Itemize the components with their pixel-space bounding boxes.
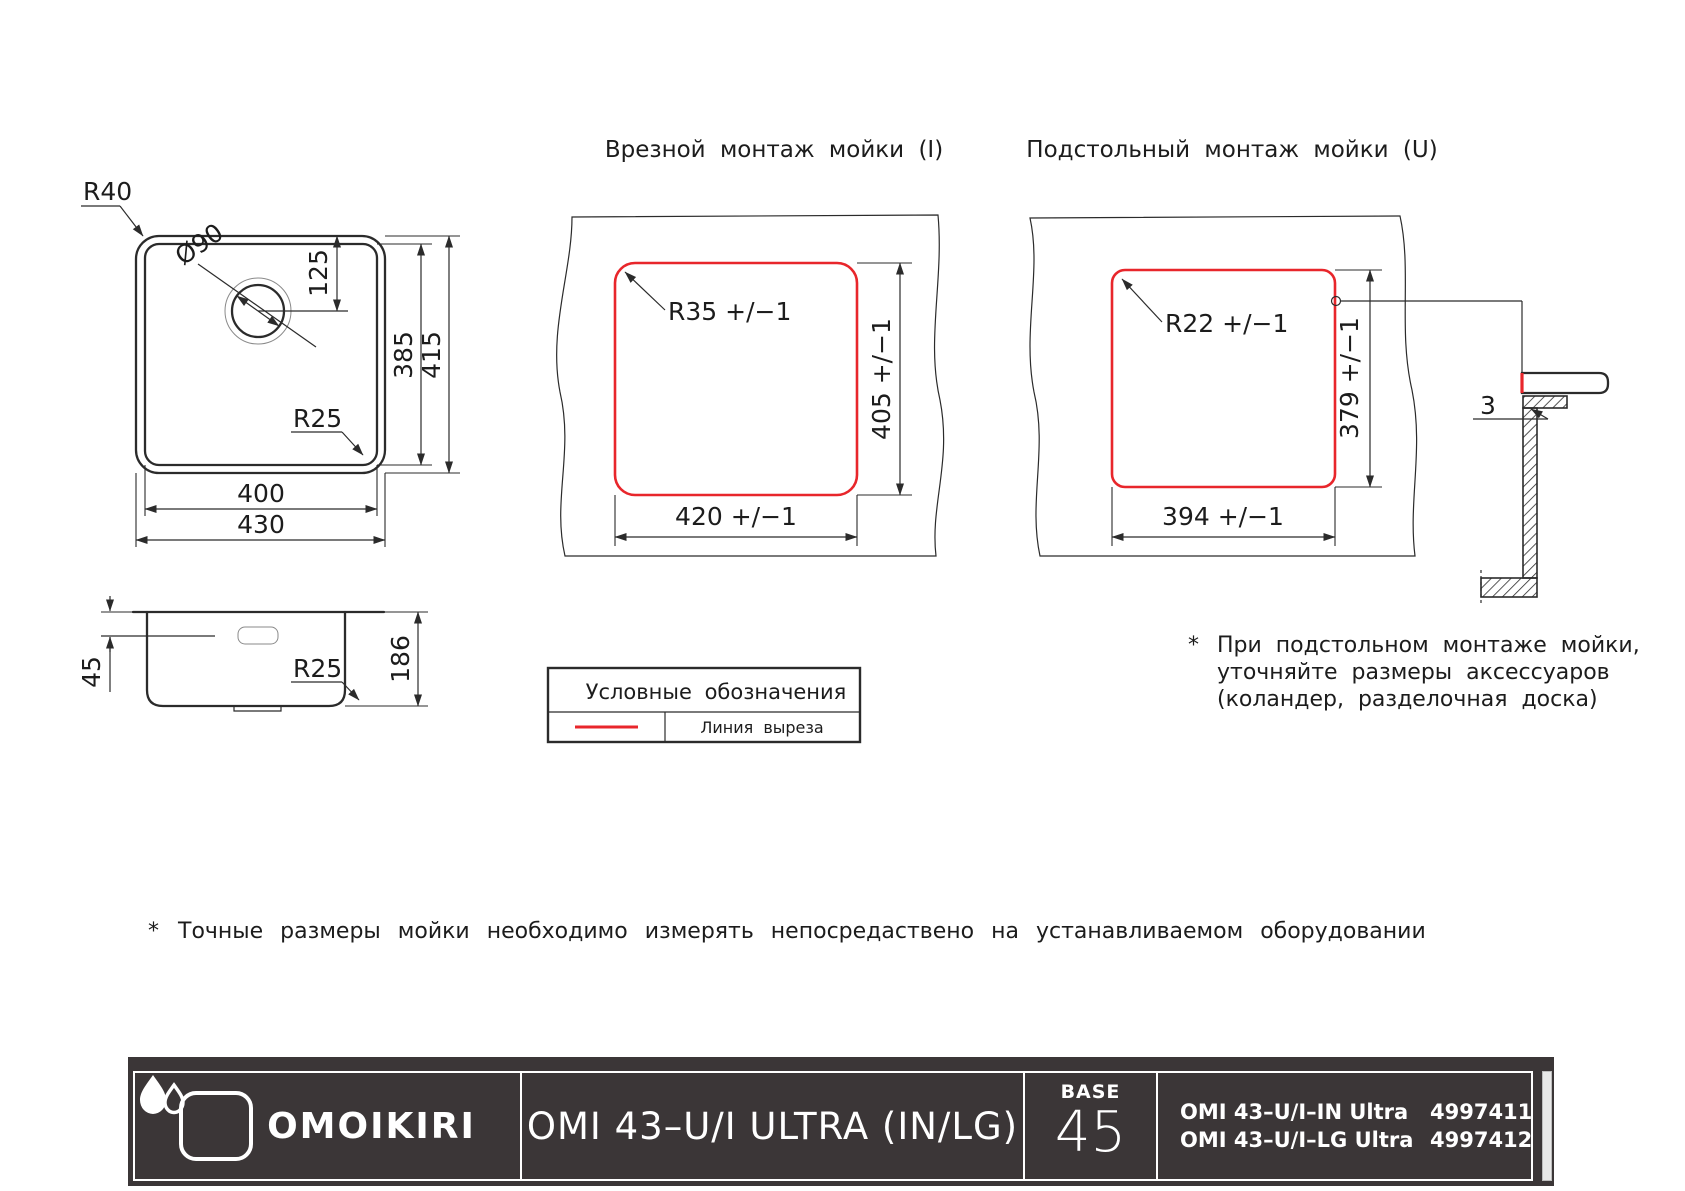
undermount-note — [1188, 633, 1640, 712]
legend-cut-line-label: Линия выреза — [700, 718, 824, 737]
inner-width-dim: 400 — [237, 479, 285, 508]
undermount-note-star: * — [1188, 633, 1199, 658]
undermount-note-line2: уточняйте размеры аксессуаров — [1217, 660, 1610, 685]
total-depth-dim: 186 — [386, 635, 415, 683]
bottom-note-text: Точные размеры мойки необходимо измерять непосредаствено на устанавливаемом оборудовании — [178, 919, 1426, 944]
plan-view — [81, 177, 460, 547]
article-code: 4997412 — [1430, 1128, 1533, 1152]
outer-height-dim: 415 — [417, 331, 446, 379]
brand-name: OMOIKIRI — [267, 1105, 476, 1147]
inset-mount-view — [557, 137, 944, 556]
title-bar — [128, 1057, 1554, 1186]
undermount-radius-label: R22 +/−1 — [1165, 309, 1289, 338]
bottom-note-star: * — [148, 919, 159, 944]
page-edge-strip — [1542, 1071, 1552, 1181]
drain-offset-dim: 125 — [304, 249, 333, 297]
outer-radius-label: R40 — [83, 177, 133, 206]
article-row — [1180, 1100, 1532, 1124]
article-row — [1180, 1128, 1532, 1152]
undermount-note-line3: (коландер, разделочная доска) — [1217, 687, 1598, 712]
inset-view-title: Врезной монтаж мойки (I) — [604, 137, 944, 163]
inner-height-dim: 385 — [389, 331, 418, 379]
edge-section-detail — [1473, 373, 1608, 604]
outer-width-dim: 430 — [237, 510, 285, 539]
model-name: OMI 43–U/I ULTRA (IN/LG) — [526, 1104, 1019, 1148]
base-value: 45 — [1054, 1100, 1127, 1165]
base-label: BASE — [1060, 1081, 1121, 1103]
inner-radius-label: R25 — [293, 404, 343, 433]
undermount-view-title: Подстольный монтаж мойки (U) — [1026, 137, 1438, 163]
undermount-note-line1: При подстольном монтаже мойки, — [1217, 633, 1640, 658]
overflow-depth-dim: 45 — [77, 656, 106, 688]
article-name: OMI 43–U/I–LG Ultra — [1180, 1128, 1414, 1152]
inset-cut-height-dim: 405 +/−1 — [867, 318, 896, 440]
article-codes-section — [1156, 1071, 1533, 1181]
inset-radius-label: R35 +/−1 — [668, 297, 792, 326]
undermount-view — [1026, 137, 1522, 556]
brand-section — [133, 1071, 522, 1181]
undermount-cut-height-dim: 379 +/−1 — [1335, 317, 1364, 439]
legend-box — [548, 668, 860, 742]
undermount-cut-width-dim: 394 +/−1 — [1162, 502, 1284, 531]
bottom-note — [148, 919, 1426, 944]
base-section — [1023, 1071, 1158, 1181]
legend-title: Условные обозначения — [585, 680, 847, 704]
side-radius-label: R25 — [293, 654, 343, 683]
model-section — [520, 1071, 1025, 1181]
water-drops-icon — [133, 1071, 191, 1123]
side-view — [77, 596, 428, 711]
omoikiri-logo-icon — [179, 1091, 253, 1161]
article-name: OMI 43–U/I–IN Ultra — [1180, 1100, 1409, 1124]
drain-diameter-label: Ø90 — [169, 217, 229, 271]
article-code: 4997411 — [1430, 1100, 1533, 1124]
edge-gap-dim: 3 — [1480, 391, 1496, 420]
title-bar-sections — [133, 1071, 1533, 1181]
inset-cut-width-dim: 420 +/−1 — [675, 502, 797, 531]
